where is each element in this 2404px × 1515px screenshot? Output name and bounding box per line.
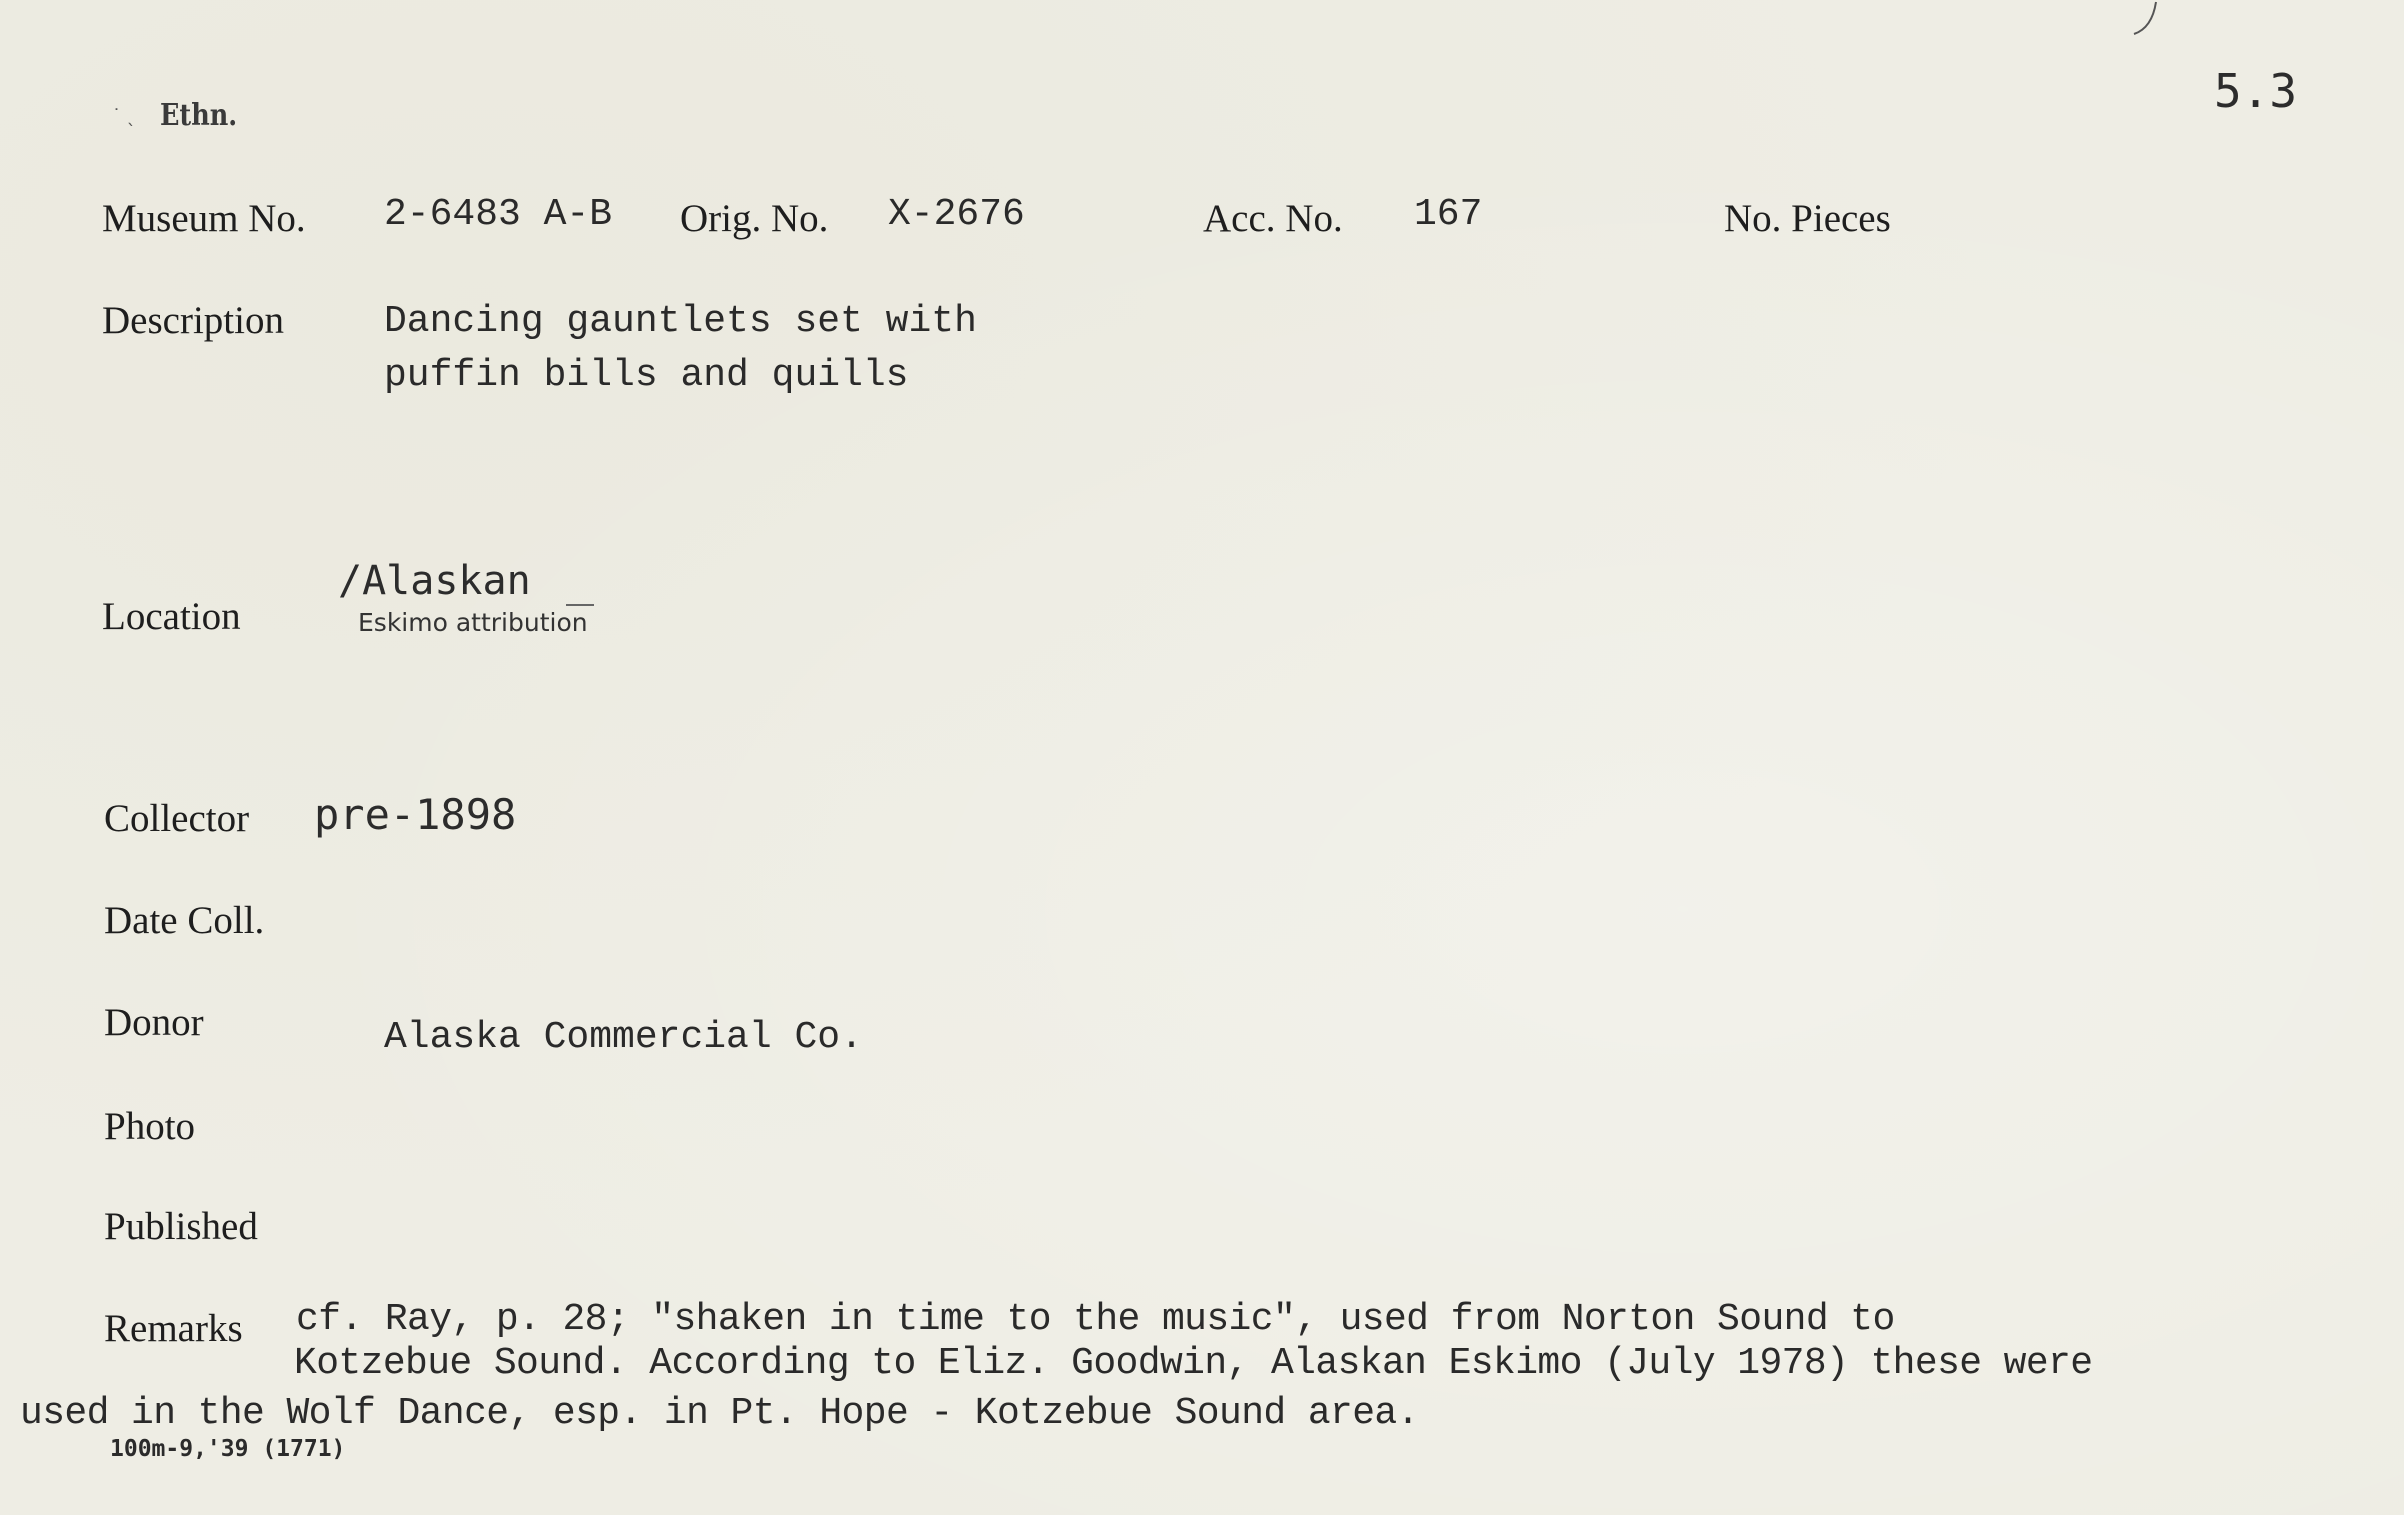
acc-no-value: 167 [1414,193,1483,236]
location-label: Location [102,595,241,638]
donor-label: Donor [104,1001,204,1044]
photo-label: Photo [104,1105,196,1148]
description-line-2: puffin bills and quills [384,354,909,397]
remarks-label: Remarks [104,1307,243,1350]
location-note: Eskimo attribution [358,608,588,637]
stamp-marks: ˙ ˎ [112,106,136,127]
collector-label: Collector [104,797,250,840]
location-note-underline [566,604,594,606]
form-number: 100m-9,'39 (1771) [110,1436,346,1462]
orig-no-value: X-2676 [888,193,1025,236]
remarks-line-1: cf. Ray, p. 28; "shaken in time to the music", used from Norton Sound to [296,1298,1895,1341]
museum-no-value: 2-6483 A-B [384,193,613,236]
corner-tick-mark [2130,0,2170,40]
acc-no-label: Acc. No. [1203,197,1343,240]
description-label: Description [102,299,284,342]
department-stamp: Ethn. [160,98,238,133]
remarks-line-3: used in the Wolf Dance, esp. in Pt. Hope - Kotzebue Sound area. [20,1392,1419,1435]
orig-no-label: Orig. No. [680,197,829,240]
date-coll-label: Date Coll. [104,899,265,942]
no-pieces-label: No. Pieces [1724,197,1891,240]
page-number: 5.3 [2214,64,2298,118]
remarks-line-2: Kotzebue Sound. According to Eliz. Goodwin, Alaskan Eskimo (July 1978) these were [294,1342,2093,1385]
description-line-1: Dancing gauntlets set with [384,300,977,343]
location-value: /Alaskan [338,558,531,604]
published-label: Published [104,1205,258,1248]
collector-value: pre-1898 [314,790,517,839]
museum-no-label: Museum No. [102,197,306,240]
donor-value: Alaska Commercial Co. [384,1016,863,1059]
